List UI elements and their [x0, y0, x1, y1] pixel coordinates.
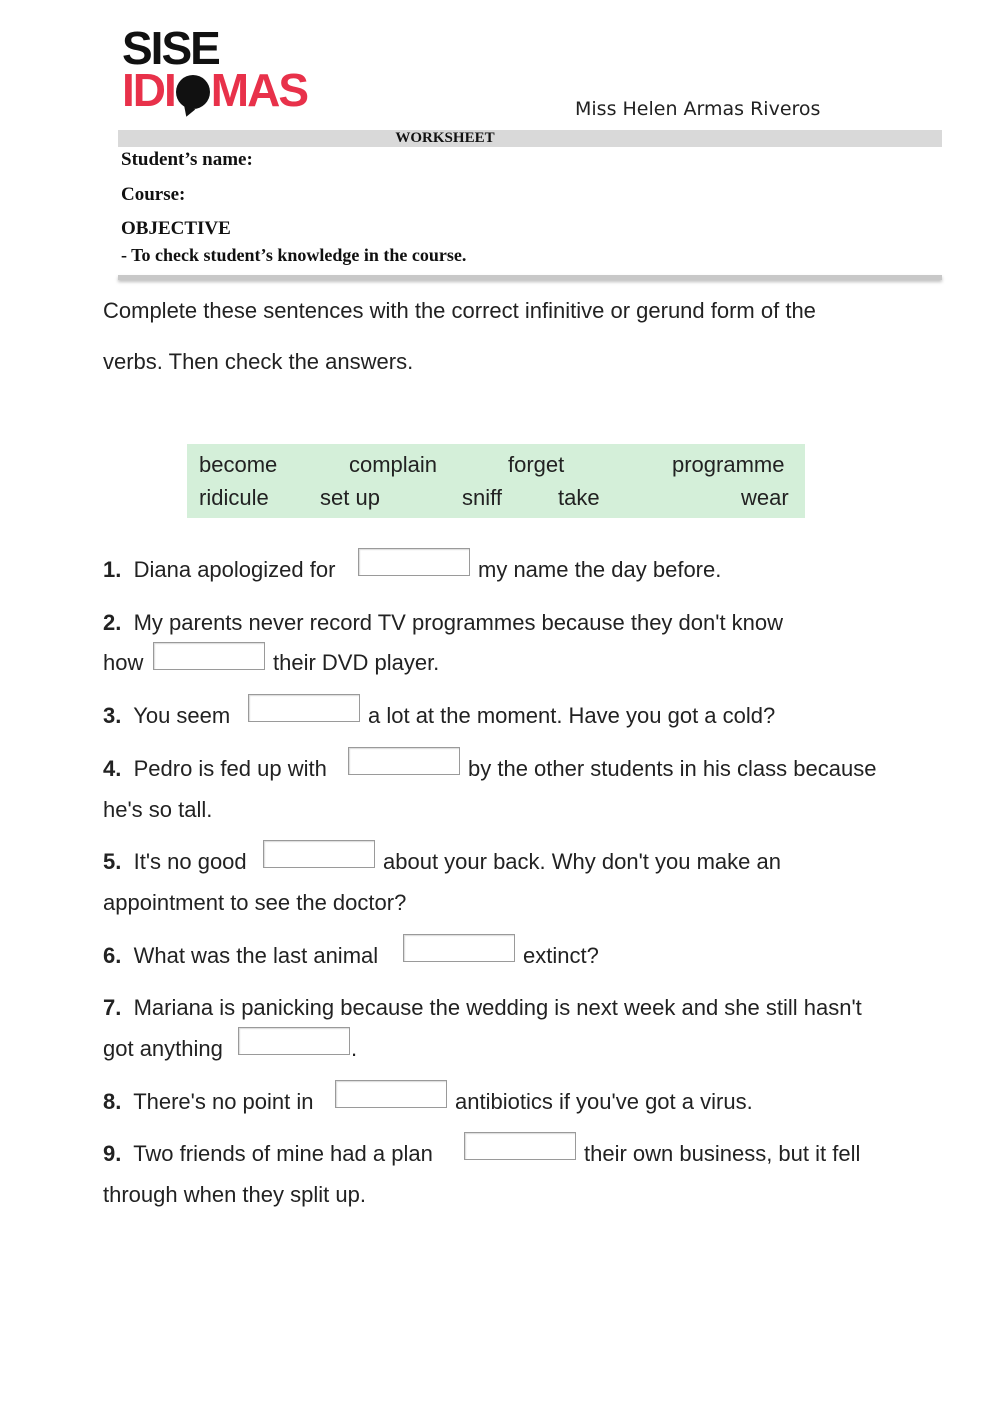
instructions-line-2: verbs. Then check the answers. — [103, 349, 414, 374]
objective-title: OBJECTIVE — [121, 218, 231, 239]
logo-line-sise: SISE — [122, 22, 219, 74]
question-text-before: It's no good — [133, 849, 247, 874]
answer-input-5[interactable] — [263, 840, 375, 868]
worksheet-title-bar — [118, 130, 942, 147]
question-number: 4. — [103, 756, 122, 781]
question-text-before: There's no point in — [133, 1089, 314, 1114]
answer-input-2[interactable] — [153, 642, 265, 670]
question-text-continued: through when they split up. — [103, 1182, 366, 1207]
question-text-before: got anything — [103, 1036, 223, 1061]
question-7 — [103, 995, 862, 1021]
question-text-before: Diana apologized for — [133, 557, 336, 582]
question-text-after: my name the day before. — [478, 557, 722, 582]
answer-input-1[interactable] — [358, 548, 470, 576]
question-number: 1. — [103, 557, 122, 582]
question-number: 6. — [103, 943, 122, 968]
question-6 — [103, 943, 378, 969]
word-forget: forget — [508, 452, 565, 477]
question-text-after: by the other students in his class because — [468, 756, 877, 781]
word-take: take — [558, 485, 600, 510]
question-text-line1: My parents never record TV programmes because they don't know — [133, 610, 784, 635]
answer-input-6[interactable] — [403, 934, 515, 962]
question-text-continued: appointment to see the doctor? — [103, 890, 407, 915]
question-text-after: antibiotics if you've got a virus. — [455, 1089, 753, 1114]
question-3 — [103, 703, 230, 729]
objective-text: - To check student’s knowledge in the course. — [121, 245, 467, 265]
question-5 — [103, 849, 247, 875]
header-divider — [118, 275, 942, 280]
question-number: 9. — [103, 1141, 122, 1166]
question-number: 3. — [103, 703, 122, 728]
sise-idiomas-logo — [122, 22, 308, 116]
question-text-after: a lot at the moment. Have you got a cold? — [368, 703, 776, 728]
question-number: 5. — [103, 849, 122, 874]
question-9 — [103, 1141, 433, 1167]
question-number: 7. — [103, 995, 122, 1020]
question-number: 8. — [103, 1089, 122, 1114]
word-set-up: set up — [320, 485, 380, 510]
logo-line-idiomas — [122, 64, 308, 116]
word-sniff: sniff — [462, 485, 502, 510]
question-text-before: What was the last animal — [133, 943, 379, 968]
answer-input-7[interactable] — [238, 1027, 350, 1055]
worksheet-title: WORKSHEET — [395, 130, 495, 146]
student-name-label: Student’s name: — [121, 149, 253, 170]
question-text-after: extinct? — [523, 943, 599, 968]
speech-bubble-icon — [176, 75, 210, 109]
logo-text-mas: MAS — [210, 64, 308, 116]
question-text-before: You seem — [133, 703, 231, 728]
teacher-name: Miss Helen Armas Riveros — [575, 98, 821, 120]
answer-input-9[interactable] — [464, 1132, 576, 1160]
question-text-before: Two friends of mine had a plan — [133, 1141, 433, 1166]
word-complain: complain — [349, 452, 438, 477]
question-text-continued: he's so tall. — [103, 797, 213, 822]
answer-input-3[interactable] — [248, 694, 360, 722]
logo-text-idi: IDI — [122, 64, 175, 116]
question-text-after: their own business, but it fell — [584, 1141, 861, 1166]
question-text-after: about your back. Why don't you make an — [383, 849, 781, 874]
question-text-before: Pedro is fed up with — [133, 756, 327, 781]
word-bank — [187, 444, 805, 518]
course-label: Course: — [121, 184, 186, 205]
word-programme: programme — [672, 452, 785, 477]
question-8 — [103, 1089, 314, 1115]
question-text-line1: Mariana is panicking because the wedding is next week and she still hasn't — [133, 995, 862, 1020]
instructions-line-1: Complete these sentences with the correct infinitive or gerund form of the — [103, 298, 816, 323]
question-text-before: how — [103, 650, 144, 675]
question-text-after: . — [351, 1036, 358, 1061]
word-ridicule: ridicule — [199, 485, 269, 510]
question-number: 2. — [103, 610, 122, 635]
word-become: become — [199, 452, 278, 477]
question-4 — [103, 756, 327, 782]
question-2 — [103, 610, 783, 636]
word-wear: wear — [741, 485, 789, 510]
question-text-after: their DVD player. — [273, 650, 440, 675]
answer-input-4[interactable] — [348, 747, 460, 775]
question-1 — [103, 557, 335, 583]
answer-input-8[interactable] — [335, 1080, 447, 1108]
